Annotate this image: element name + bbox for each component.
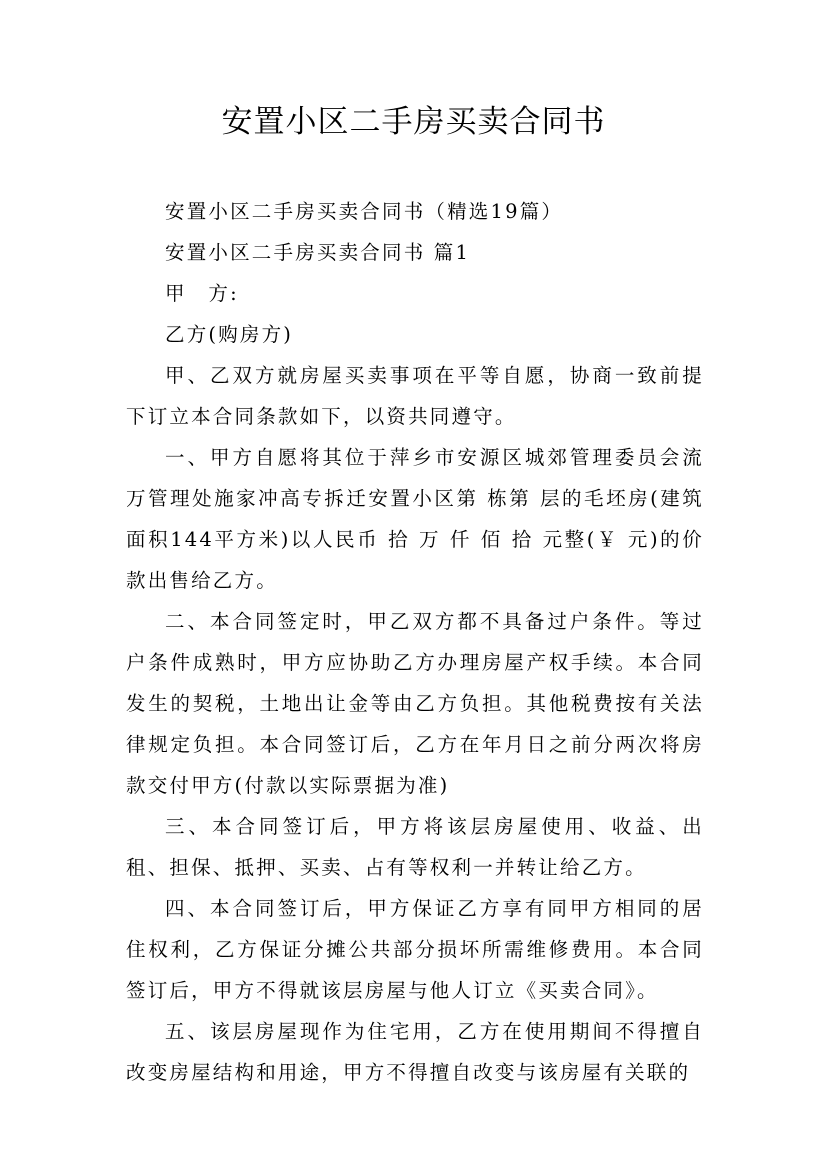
paragraph-clause-1: 一、甲方自愿将其位于萍乡市安源区城郊管理委员会流万管理处施家冲高专拆迁安置小区第 栋第 层的毛坯房(建筑面积144平方米)以人民币 拾 万 仟 佰 拾 元整(￥ 元)的价款出售给乙方。 bbox=[126, 446, 704, 592]
paragraph-subtitle: 安置小区二手房买卖合同书（精选19篇） bbox=[165, 200, 564, 223]
paragraph-article-heading: 安置小区二手房买卖合同书 篇1 bbox=[165, 241, 471, 264]
document-body bbox=[126, 191, 704, 1093]
document-title: 安置小区二手房买卖合同书 bbox=[221, 104, 606, 140]
paragraph-clause-4: 四、本合同签订后，甲方保证乙方享有同甲方相同的居住权利，乙方保证分摊公共部分损坏所需维修费用。本合同签订后，甲方不得就该层房屋与他人订立《买卖合同》。 bbox=[126, 897, 704, 1002]
paragraph-party-a: 甲 方: bbox=[165, 282, 239, 305]
paragraph-clause-5: 五、该层房屋现作为住宅用，乙方在使用期间不得擅自改变房屋结构和用途，甲方不得擅自改变与该房屋有关联的 bbox=[126, 1020, 704, 1084]
paragraph-clause-2: 二、本合同签定时，甲乙双方都不具备过户条件。等过户条件成熟时，甲方应协助乙方办理房屋产权手续。本合同发生的契税，土地出让金等由乙方负担。其他税费按有关法律规定负担。本合同签订后，乙方在年月日之前分两次将房款交付甲方(付款以实际票据为准) bbox=[126, 610, 704, 797]
paragraph-clause-3: 三、本合同签订后，甲方将该层房屋使用、收益、出租、担保、抵押、买卖、占有等权利一并转让给乙方。 bbox=[126, 815, 704, 879]
paragraph-party-b: 乙方(购房方) bbox=[165, 323, 294, 346]
paragraph-preamble: 甲、乙双方就房屋买卖事项在平等自愿，协商一致前提下订立本合同条款如下，以资共同遵守。 bbox=[126, 364, 704, 428]
